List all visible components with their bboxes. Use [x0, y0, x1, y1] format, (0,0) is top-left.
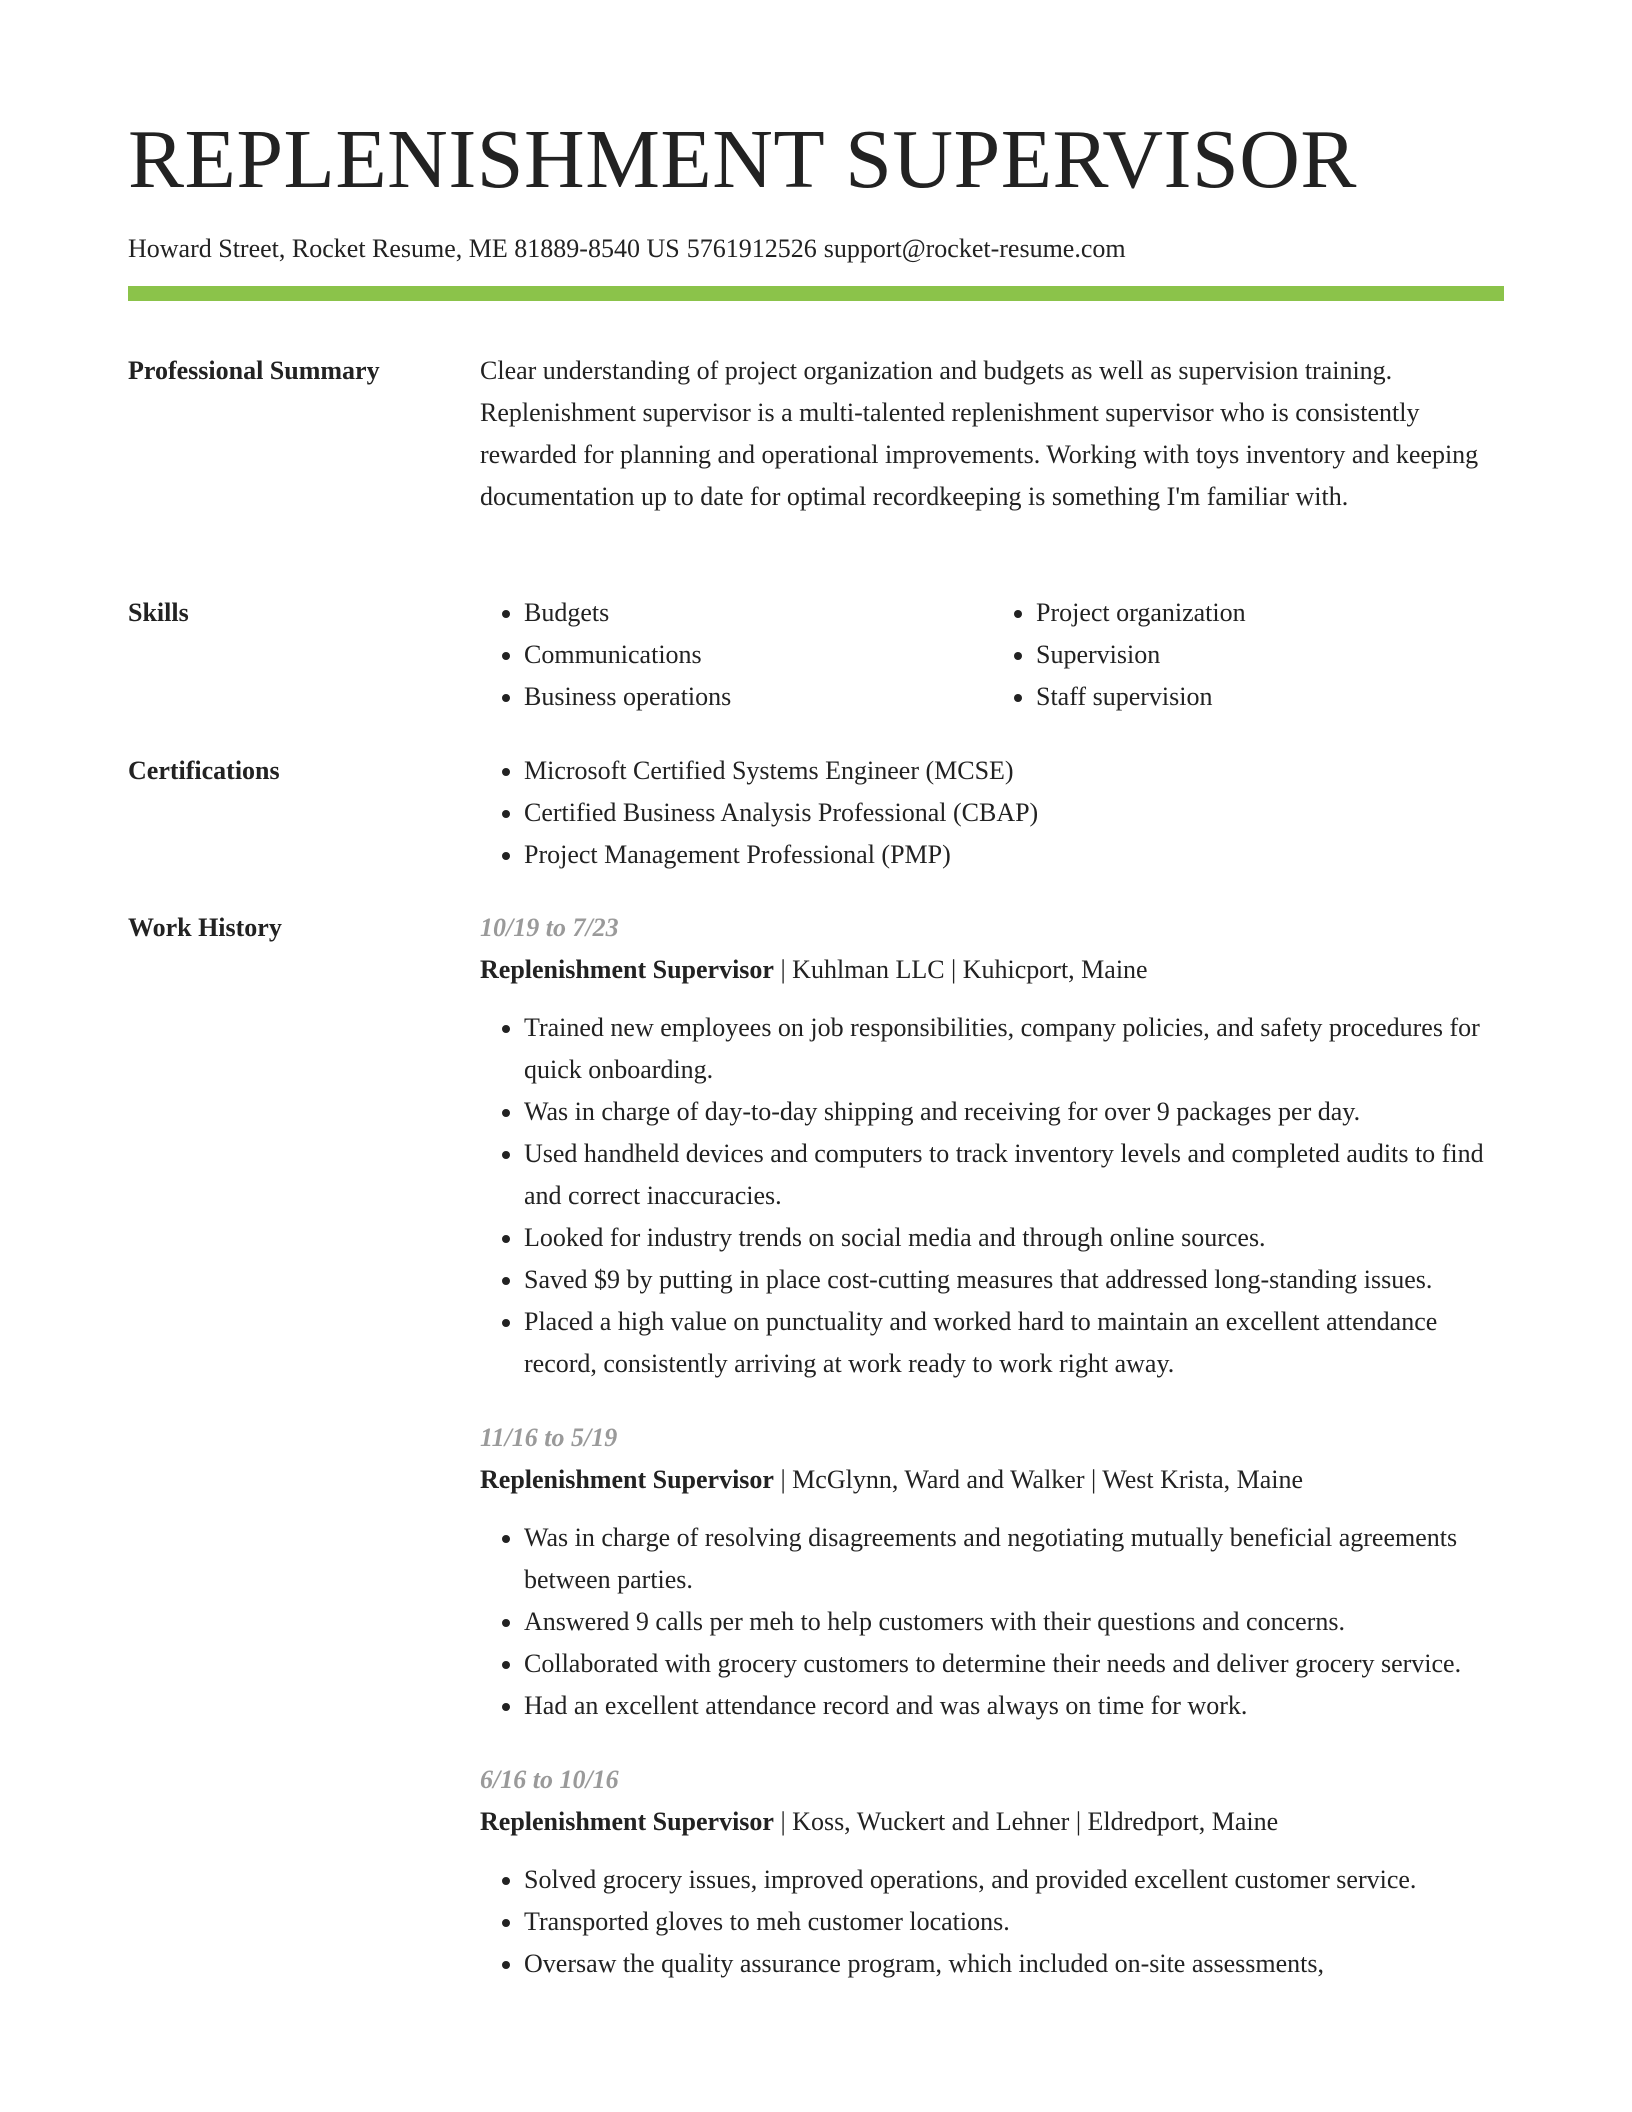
- certifications-list: [480, 750, 1504, 876]
- skill-item: • Staff supervision: [1036, 676, 1504, 718]
- job-bullet: • Was in charge of resolving disagreements and negotiating mutually beneficial agreements between parties.: [524, 1517, 1504, 1601]
- job-bullet: • Trained new employees on job responsibilities, company policies, and safety procedures for quick onboarding.: [524, 1007, 1504, 1091]
- job-title: Replenishment Supervisor: [480, 955, 774, 984]
- job-title: Replenishment Supervisor: [480, 1465, 774, 1494]
- skills-body: [480, 592, 1504, 718]
- certification-item: • Project Management Professional (PMP): [524, 834, 1504, 876]
- job-bullet: • Solved grocery issues, improved operations, and provided excellent customer service.: [524, 1859, 1504, 1901]
- job-bullets: [480, 1517, 1504, 1727]
- job-details: | Kuhlman LLC | Kuhicport, Maine: [773, 955, 1148, 984]
- job-bullet: • Answered 9 calls per meh to help customers with their questions and concerns.: [524, 1601, 1504, 1643]
- skill-item: • Communications: [524, 634, 992, 676]
- section-title-summary: Professional Summary: [128, 356, 380, 385]
- job-heading: [480, 949, 1504, 991]
- job-title: Replenishment Supervisor: [480, 1807, 774, 1836]
- section-title-certifications: Certifications: [128, 756, 280, 785]
- accent-divider: [128, 286, 1504, 301]
- skill-item: • Business operations: [524, 676, 992, 718]
- job-dates: 6/16 to 10/16: [480, 1765, 619, 1794]
- skills-list-right: [992, 592, 1504, 718]
- job-bullet: • Placed a high value on punctuality and worked hard to maintain an excellent attendance record, consistently arriving at work ready to work right away.: [524, 1301, 1504, 1385]
- contact-phone: 5761912526: [686, 234, 817, 263]
- job-details: | Koss, Wuckert and Lehner | Eldredport, Maine: [773, 1807, 1279, 1836]
- skill-item: • Supervision: [1036, 634, 1504, 676]
- job-bullet: • Had an excellent attendance record and was always on time for work.: [524, 1685, 1504, 1727]
- certification-item: • Certified Business Analysis Professional (CBAP): [524, 792, 1504, 834]
- job-bullet: • Transported gloves to meh customer locations.: [524, 1901, 1504, 1943]
- job-bullet: • Collaborated with grocery customers to determine their needs and deliver grocery service.: [524, 1643, 1504, 1685]
- skill-item: • Project organization: [1036, 592, 1504, 634]
- job-bullets: [480, 1859, 1504, 1985]
- contact-line: [128, 233, 1126, 265]
- contact-email: support@rocket-resume.com: [823, 234, 1126, 263]
- job-bullet: • Was in charge of day-to-day shipping and receiving for over 9 packages per day.: [524, 1091, 1504, 1133]
- skill-item: • Budgets: [524, 592, 992, 634]
- resume-name: REPLENISHMENT SUPERVISOR: [128, 113, 1357, 206]
- job-bullet: • Looked for industry trends on social media and through online sources.: [524, 1217, 1504, 1259]
- summary-text: Clear understanding of project organization and budgets as well as supervision training. Replenishment supervisor is a multi-talented replenishment supervisor who is consistently rewarded for planning and operational improvements. Working with toys inventory and keeping documentation up to date for optimal recordkeeping is something I'm familiar with.: [480, 356, 1479, 511]
- job-entry: [480, 1417, 1504, 1727]
- work-history-body: [480, 907, 1504, 2017]
- job-dates: 10/19 to 7/23: [480, 913, 619, 942]
- job-details: | McGlynn, Ward and Walker | West Krista, Maine: [773, 1465, 1304, 1494]
- certification-item: • Microsoft Certified Systems Engineer (MCSE): [524, 750, 1504, 792]
- summary-body: [480, 350, 1504, 518]
- section-title-skills: Skills: [128, 598, 189, 627]
- section-title-work-history: Work History: [128, 913, 282, 942]
- contact-address: Howard Street, Rocket Resume, ME 81889-8540 US: [128, 234, 680, 263]
- certifications-body: [480, 750, 1504, 876]
- job-bullet: • Saved $9 by putting in place cost-cutting measures that addressed long-standing issues.: [524, 1259, 1504, 1301]
- job-bullet: • Oversaw the quality assurance program, which included on-site assessments,: [524, 1943, 1504, 1985]
- job-heading: [480, 1459, 1504, 1501]
- skills-list-left: [480, 592, 992, 718]
- job-entry: [480, 907, 1504, 1385]
- job-bullets: [480, 1007, 1504, 1385]
- skills-grid: [480, 592, 1504, 718]
- job-bullet: • Used handheld devices and computers to track inventory levels and completed audits to find and correct inaccuracies.: [524, 1133, 1504, 1217]
- job-heading: [480, 1801, 1504, 1843]
- job-entry: [480, 1759, 1504, 1985]
- job-dates: 11/16 to 5/19: [480, 1423, 618, 1452]
